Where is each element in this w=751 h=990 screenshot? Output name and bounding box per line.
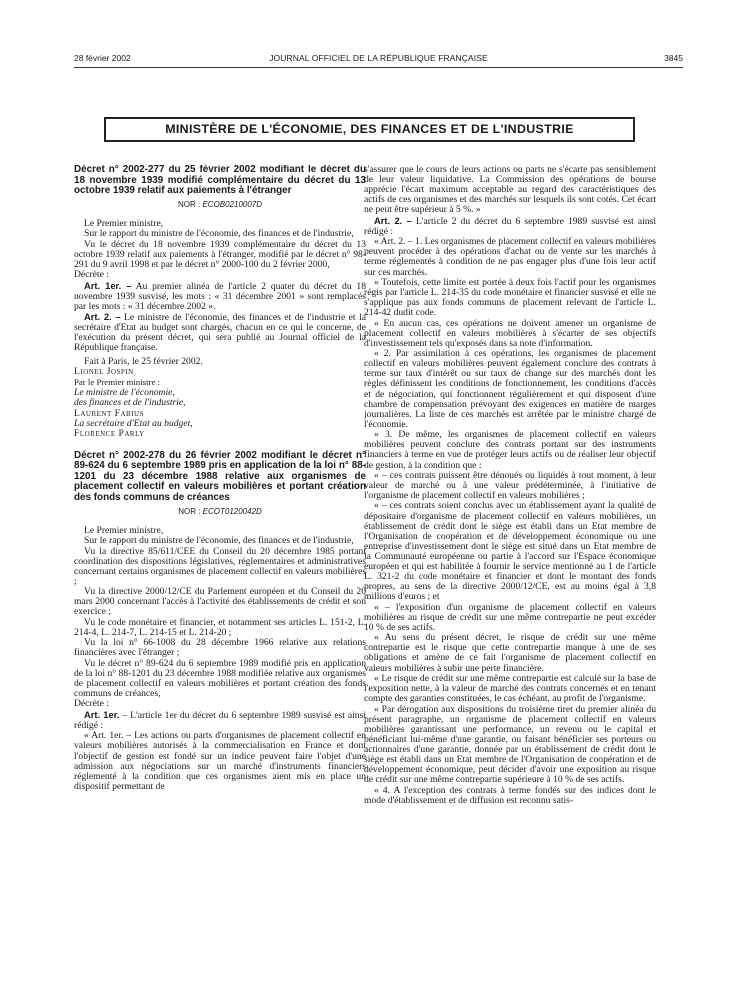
article-label: Art. 1er. – bbox=[84, 279, 132, 291]
header-rule bbox=[74, 67, 683, 68]
list-item: « – l'exposition d'un organisme de placement collectif en valeurs mobilières au risque de crédit sur une même contrepartie ne peut excéder 10 % de ses actifs. bbox=[364, 601, 656, 633]
decree1-para: Vu le décret du 18 novembre 1939 complémentaire du décret du 13 octobre 1939 relatif aux paiements à l'étranger, modifié par le décret n° 98-291 du 9 avril 1998 et par le décret n° 2000-100 du 2 février 2000, bbox=[74, 238, 366, 270]
decree1-article-2: Art. 2. – Le ministre de l'économie, des finances et de l'industrie et la secrétaire d'Etat au budget sont chargés, chacun en ce qui le concerne, de l'exécution du présent décret, qui sera publié au Journal officiel de la République française. bbox=[74, 311, 366, 354]
list-item: « – ces contrats soient conclus avec un établissement ayant la qualité de dépositaire d'organisme de placement collectif en valeurs mobilières, un établissement de crédit dont le siège est établi dans un Etat membre de l'Organisation de coopération et de développement économique ou une entreprise d'investissement dont le siège est situé dans un Etat membre de la Communauté européenne ou partie à l'accord sur l'Espace économique européen et qui est habilitée à fournir le service mentionné au 1 de l'article L. 321-2 du code monétaire et financier et dont le montant des fonds propres, au sens de la directive 2000/12/CE, est au moins égal à 3,8 millions d'euros ; et bbox=[364, 500, 656, 603]
decree2-nor-code: ECOT0120042D bbox=[202, 506, 262, 516]
article-label: Art. 1er. bbox=[84, 708, 120, 720]
decree1-fait: Fait à Paris, le 25 février 2002. bbox=[84, 355, 203, 367]
by-pm: Par le Premier ministre : bbox=[74, 377, 160, 388]
decree2-para: Vu la loi n° 66-1008 du 28 décembre 1966 relative aux relations financières avec l'étranger ; bbox=[74, 637, 366, 659]
ministry-heading: MINISTÈRE DE L'ÉCONOMIE, DES FINANCES ET DE L'INDUSTRIE bbox=[104, 117, 635, 142]
right-para: « 4. A l'exception des contrats à terme fondés sur des indices dont le mode d'établissement et de diffusion est reconnu satis- bbox=[364, 784, 656, 806]
page-header bbox=[74, 53, 683, 65]
left-column bbox=[74, 165, 366, 985]
right-column bbox=[364, 165, 656, 985]
minister-title-1: Le ministre de l'économie, bbox=[74, 386, 175, 398]
decree1-nor-code: ECOB0210007D bbox=[202, 199, 263, 209]
decree2-nor: NOR : ECOT0120042D bbox=[178, 506, 262, 516]
right-para: « Toutefois, cette limite est portée à deux fois l'actif pour les organismes régis par l'article L. 214-35 du code monétaire et financier susvisé et elle ne s'applique pas aux fonds communs de placement relevant de l'article L. 214-42 dudit code. bbox=[364, 276, 656, 319]
right-para: « Le risque de crédit sur une même contrepartie est calculé sur la base de l'exposition nette, à la valeur de marché des contrats concernés et en tenant compte des garanties constituées, le cas échéant, au profit de l'organisme. bbox=[364, 672, 656, 705]
minister-name: Laurent Fabius bbox=[74, 407, 144, 419]
header-page-number: 3845 bbox=[664, 53, 683, 63]
list-item: « – ces contrats puissent être dénoués ou liquidés à tout moment, à leur valeur de marché ou à une valeur prédéterminée, à l'initiative de l'organisme de placement collectif en valeurs mobilières ; bbox=[364, 469, 656, 502]
decree1-nor: NOR : ECOB0210007D bbox=[177, 199, 263, 209]
decree2-para: Sur le rapport du ministre de l'économie, des finances et de l'industrie, bbox=[84, 535, 354, 547]
decree1-title: Décret n° 2002-277 du 25 février 2002 modifiant le décret du 18 novembre 1939 modifié complémentaire du décret du 13 octobre 1939 relatif aux paiements à l'étranger bbox=[74, 165, 366, 197]
right-para: « En aucun cas, ces opérations ne doivent amener un organisme de placement collectif en valeurs mobilières à s'écarter de ses objectifs d'investissement tels qu'exposés dans sa note d'information. bbox=[364, 317, 656, 349]
decree2-para: Le Premier ministre, bbox=[84, 524, 164, 536]
article-label: Art. 2. – bbox=[84, 311, 121, 323]
decree2-title: Décret n° 2002-278 du 26 février 2002 modifiant le décret n° 89-624 du 6 septembre 1989 pris en application de la loi n° 88-1201 du 23 décembre 1988 relative aux organismes de placement collectif en valeurs mobilières et portant création des fonds communs de créances bbox=[74, 449, 366, 504]
decree2-para: Vu la directive 85/611/CEE du Conseil du 20 décembre 1985 portant coordination des dispositions législatives, réglementaires et administratives concernant certains organismes de placement collectif en valeurs mobilières ; bbox=[74, 545, 366, 587]
signature-pm: Lionel Jospin bbox=[74, 365, 134, 377]
right-para: « Au sens du présent décret, le risque de crédit sur une même contrepartie est le risque que cette contrepartie manque à une de ses obligations et amène de ce fait l'organisme de placement collectif en valeurs mobilières à subir une perte financière. bbox=[364, 632, 656, 674]
secretary-name: Florence Parly bbox=[74, 428, 145, 440]
decree2-article-1: Art. 1er. – L'article 1er du décret du 6 septembre 1989 susvisé est ainsi rédigé : bbox=[74, 708, 366, 731]
header-journal-title: JOURNAL OFFICIEL DE LA RÉPUBLIQUE FRANÇAISE bbox=[269, 53, 488, 63]
article-label: Art. 2. – bbox=[374, 214, 412, 226]
right-para: « 2. Par assimilation à ces opérations, les organismes de placement collectif en valeurs mobilières peuvent également conclure des contrats à terme sur taux d'intérêt ou sur taux de change sur des marchés dont les règles définissent les conditions de fonctionnement, les conditions d'accès et de négociation, qui fonctionnent régulièrement et qui disposent d'une chambre de compensation prévoyant des exigences en matière de marges journalières. La liste de ces marchés est arrêtée par le ministre chargé de l'économie. bbox=[364, 348, 656, 430]
decree2-article-2: Art. 2. – L'article 2 du décret du 6 septembre 1989 susvisé est ainsi rédigé : bbox=[364, 214, 656, 237]
decree1-para: Sur le rapport du ministre de l'économie, des finances et de l'industrie, bbox=[84, 228, 354, 240]
decree2-para: Vu le code monétaire et financier, et notamment ses articles L. 151-2, L. 214-4, L. 214-7, L. 214-15 et L. 214-20 ; bbox=[74, 616, 366, 638]
decree2-decrete: Décrète : bbox=[74, 698, 109, 710]
decree1-article-1: Art. 1er. – Au premier alinéa de l'article 2 quater du décret du 18 novembre 1939 susvisé, les mots : « 31 décembre 2001 » sont remplacés par les mots : « 31 décembre 2002 ». bbox=[74, 279, 366, 312]
header-date: 28 février 2002 bbox=[74, 53, 131, 63]
right-para: « 3. De même, les organismes de placement collectif en valeurs mobilières peuvent conclure des contrats portant sur des instruments financiers à terme en vue de protéger leurs actifs ou de réaliser leur objectif de gestion, à la condition que : bbox=[364, 429, 656, 471]
right-para: s'assurer que le cours de leurs actions ou parts ne s'écarte pas sensiblement de leur valeur liquidative. La Commission des opérations de bourse apprécie l'écart maximum acceptable au regard des caractéristiques des actifs de ces organismes et des marchés sur lesquels ils sont cotés. Cet écart ne peut être supérieur à 5 %. » bbox=[364, 165, 656, 216]
decree1-para: Le Premier ministre, bbox=[84, 217, 164, 229]
decree2-para: Vu le décret n° 89-624 du 6 septembre 1989 modifié pris en application de la loi n° 88-1201 du 23 décembre 1988 modifiée relative aux organismes de placement collectif en valeurs mobilières et portant création des fonds communs de créances, bbox=[74, 657, 366, 700]
right-para: « Art. 2. – 1. Les organismes de placement collectif en valeurs mobilières peuvent procéder à des opérations d'achat ou de vente sur les marchés à terme réglementés à condition de ne pas engager plus d'une fois leur actif sur ces marchés. bbox=[364, 236, 656, 278]
decree1-decrete: Décrète : bbox=[74, 269, 109, 281]
minister-title-2: des finances et de l'industrie, bbox=[74, 397, 186, 409]
decree2-article-1-quote: « Art. 1er. – Les actions ou parts d'organismes de placement collectif en valeurs mobilières autorisés à la commercialisation en France et dont l'objectif de gestion est fondé sur un indice peuvent faire l'objet d'une admission aux négociations sur un marché d'instruments financiers réglementé à la condition que ces organismes aient mis en place un dispositif permettant de bbox=[74, 730, 366, 792]
right-para: « Par dérogation aux dispositions du troisième tiret du premier alinéa du présent paragraphe, un organisme de placement collectif en valeurs mobilières garantissant une performance, un revenu ou le capital et bénéficiant lui-même d'une garantie, ou faisant bénéficier ses porteurs ou actionnaires d'une garantie, donnée par un établissement de crédit dont le siège est établi dans un Etat membre de l'Organisation de coopération et de développement économique, peut décider d'avoir une exposition au risque de crédit sur une même contrepartie supérieure à 10 % de ses actifs. bbox=[364, 703, 656, 786]
decree2-para: Vu la directive 2000/12/CE du Parlement européen et du Conseil du 20 mars 2000 concernant l'accès à l'activité des établissements de crédit et son exercice ; bbox=[74, 586, 366, 618]
secretary-title: La secrétaire d'Etat au budget, bbox=[74, 417, 193, 429]
